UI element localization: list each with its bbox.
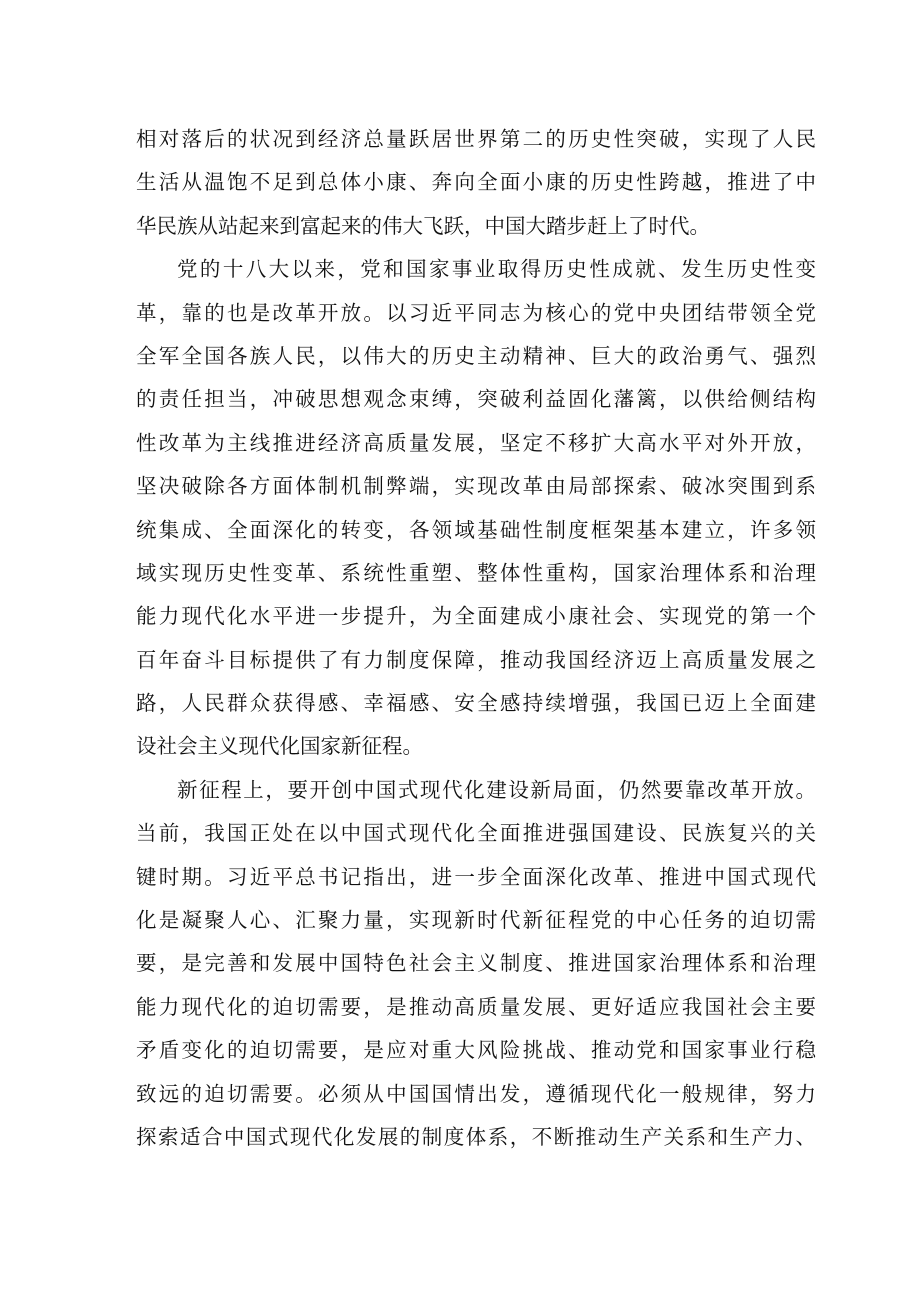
text-line: 键时期。习近平总书记指出，进一步全面深化改革、推进中国式现代 [136, 864, 816, 889]
text-line: 探索适合中国式现代化发展的制度体系，不断推动生产关系和生产力、 [136, 1124, 816, 1149]
text-line: 当前，我国正处在以中国式现代化全面推进强国建设、民族复兴的关 [136, 821, 816, 846]
text-line: 统集成、全面深化的转变，各领域基础性制度框架基本建立，许多领 [136, 517, 816, 542]
text-line: 化是凝聚人心、汇聚力量，实现新时代新征程党的中心任务的迫切需 [136, 908, 816, 933]
text-line: 要，是完善和发展中国特色社会主义制度、推进国家治理体系和治理 [136, 951, 816, 976]
paragraph-1 [136, 118, 816, 248]
text-line: 全军全国各族人民，以伟大的历史主动精神、巨大的政治勇气、强烈 [136, 343, 816, 368]
text-line: 相对落后的状况到经济总量跃居世界第二的历史性突破，实现了人民 [136, 127, 816, 151]
text-line: 能力现代化水平进一步提升，为全面建成小康社会、实现党的第一个 [136, 604, 816, 629]
text-line: 党的十八大以来，党和国家事业取得历史性成就、发生历史性变 [177, 257, 816, 282]
text-line: 革，靠的也是改革开放。以习近平同志为核心的党中央团结带领全党 [136, 300, 816, 325]
text-line: 矛盾变化的迫切需要，是应对重大风险挑战、推动党和国家事业行稳 [136, 1038, 816, 1063]
text-line: 华民族从站起来到富起来的伟大飞跃，中国大踏步赶上了时代。 [136, 213, 710, 238]
text-line: 百年奋斗目标提供了有力制度保障，推动我国经济迈上高质量发展之 [136, 647, 816, 672]
document-body [136, 118, 816, 1159]
text-line: 能力现代化的迫切需要，是推动高质量发展、更好适应我国社会主要 [136, 994, 816, 1019]
text-line: 新征程上，要开创中国式现代化建设新局面，仍然要靠改革开放。 [177, 777, 816, 802]
text-line: 域实现历史性变革、系统性重塑、整体性重构，国家治理体系和治理 [136, 560, 816, 585]
paragraph-3 [136, 769, 816, 1160]
text-line: 致远的迫切需要。必须从中国国情出发，遵循现代化一般规律，努力 [136, 1081, 816, 1106]
text-line: 性改革为主线推进经济高质量发展，坚定不移扩大高水平对外开放， [136, 430, 816, 455]
text-line: 生活从温饱不足到总体小康、奔向全面小康的历史性跨越，推进了中 [136, 170, 816, 195]
paragraph-2 [136, 248, 816, 769]
text-line: 坚决破除各方面体制机制弊端，实现改革由局部探索、破冰突围到系 [136, 474, 816, 499]
text-line: 路，人民群众获得感、幸福感、安全感持续增强，我国已迈上全面建 [136, 691, 816, 716]
text-line: 设社会主义现代化国家新征程。 [136, 734, 423, 759]
text-line: 的责任担当，冲破思想观念束缚，突破利益固化藩篱，以供给侧结构 [136, 387, 816, 412]
